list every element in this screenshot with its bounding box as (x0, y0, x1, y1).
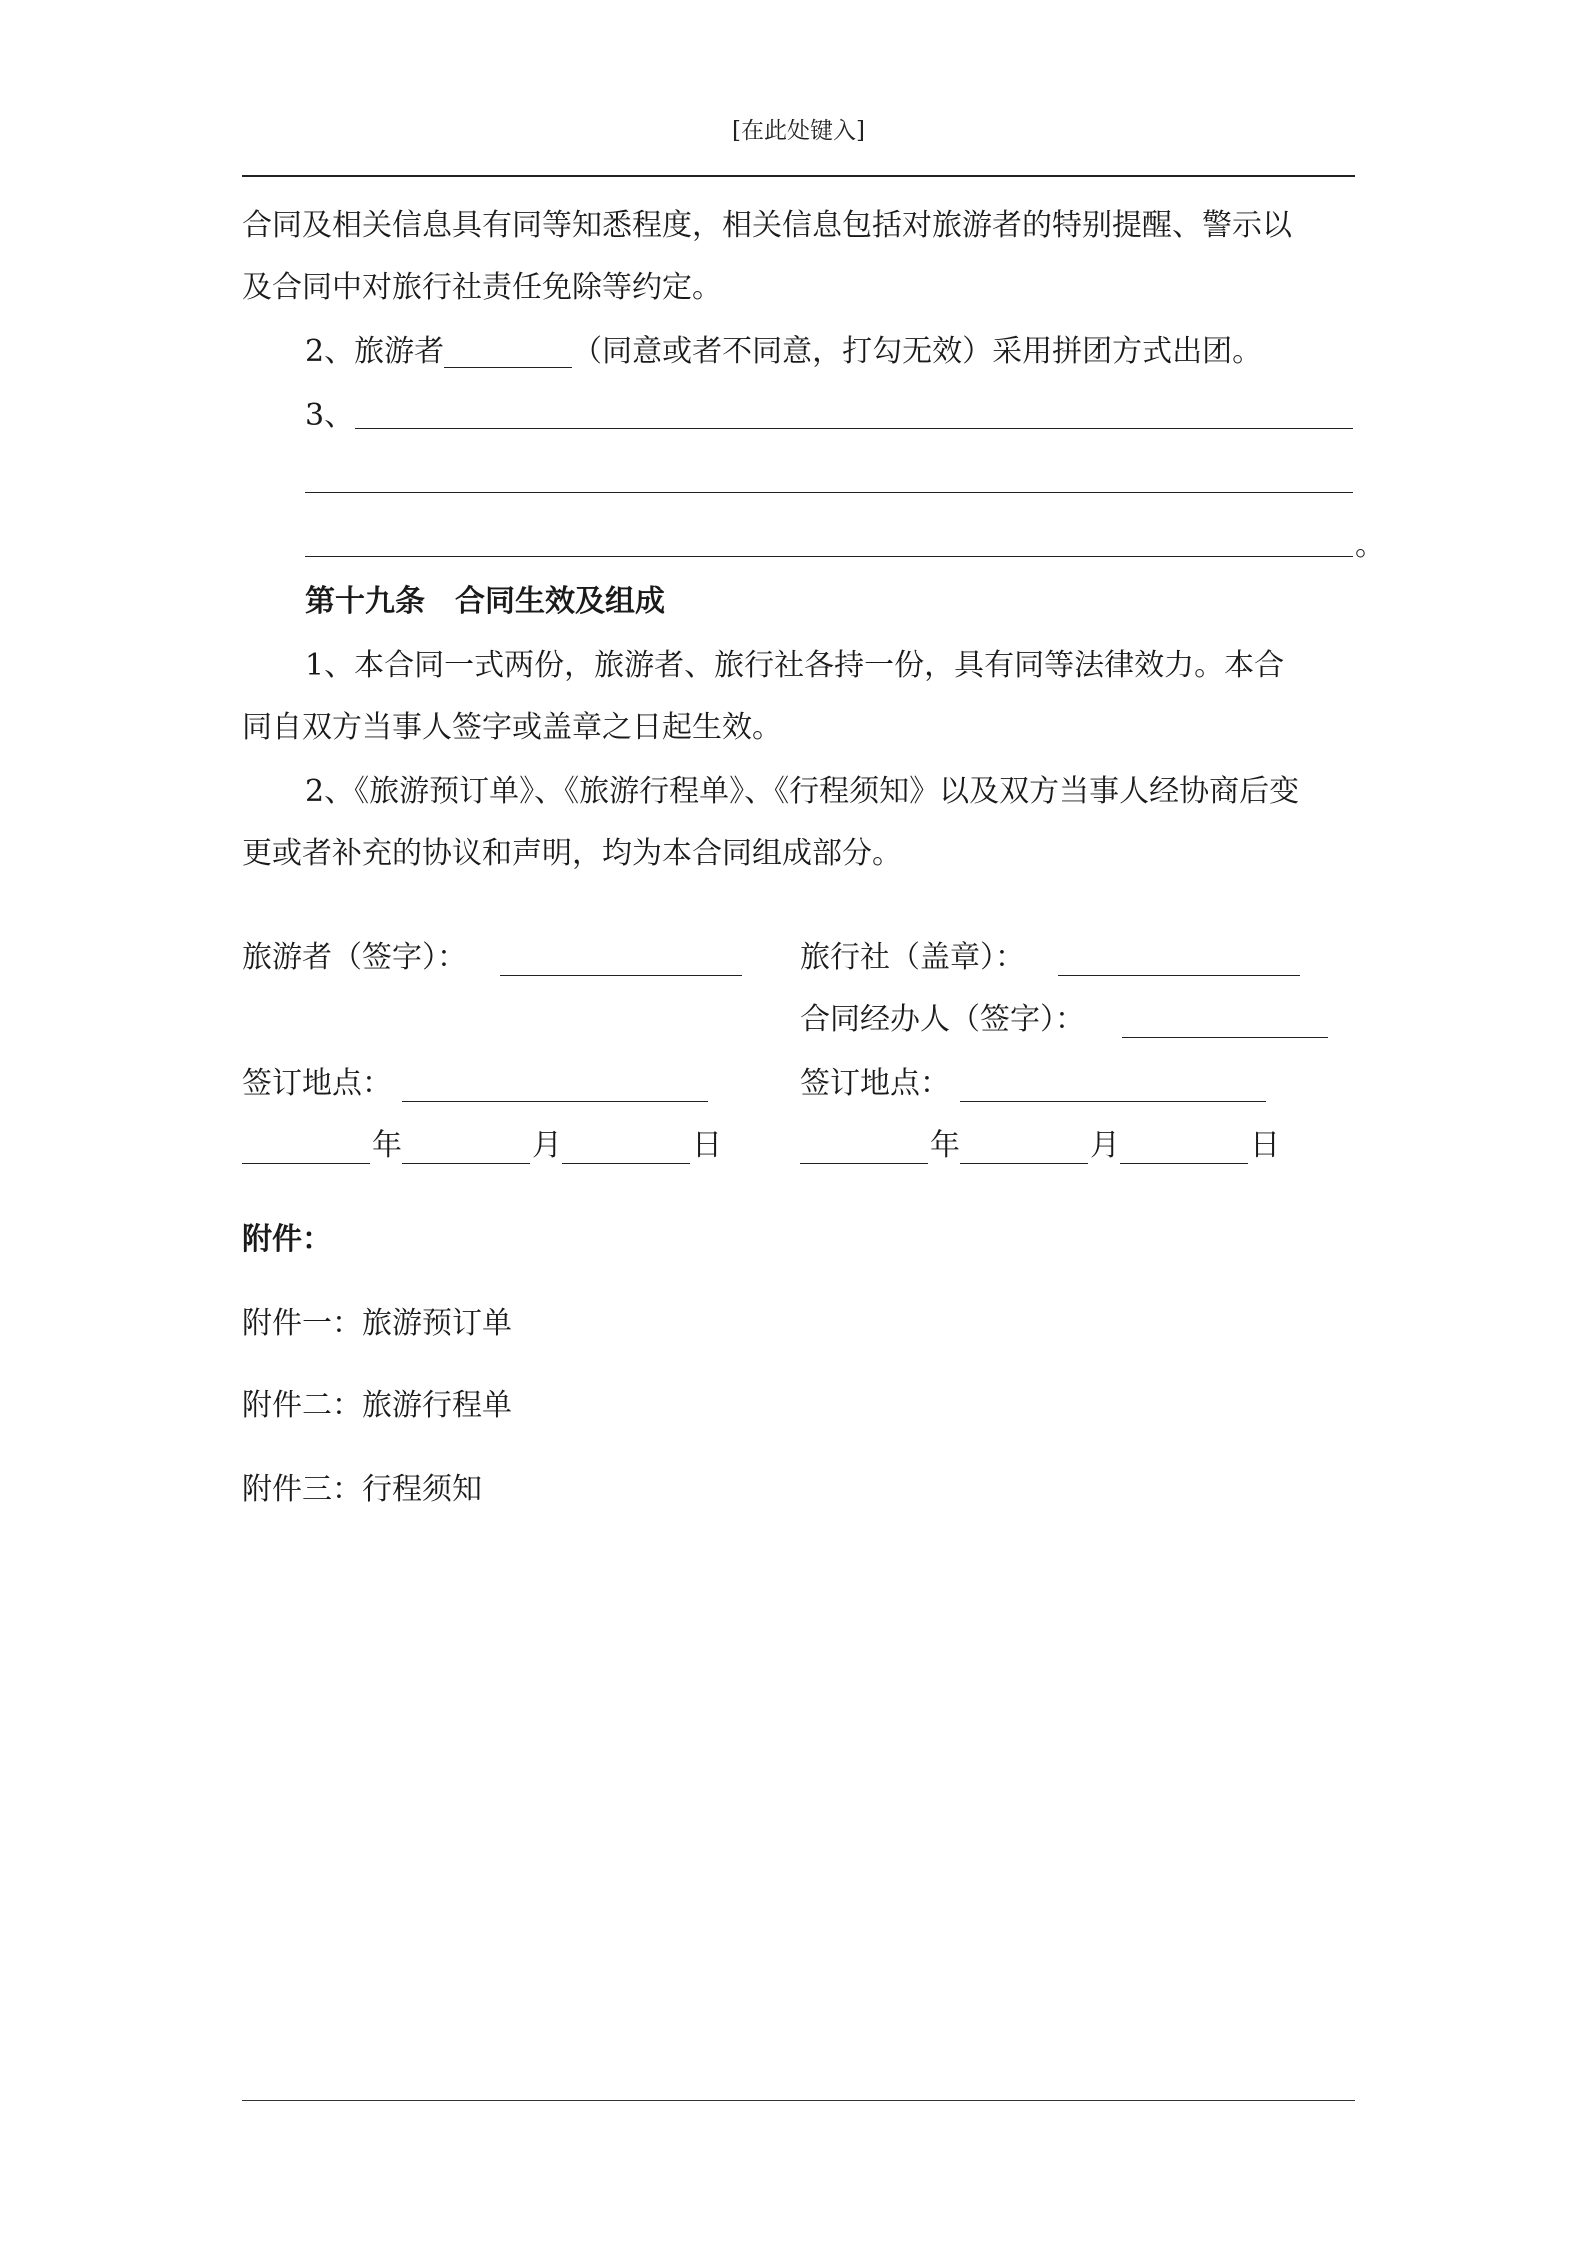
footer-rule (242, 2100, 1355, 2101)
date-day-line-right[interactable] (1120, 1163, 1248, 1164)
date-month-line-left[interactable] (402, 1163, 530, 1164)
signing-place-line-left[interactable] (402, 1101, 708, 1102)
attachments-heading: 附件： (242, 1222, 332, 1257)
traveler-signature-label: 旅游者（签字）： (242, 940, 467, 975)
clause18-item3-prefix: 3、 (305, 398, 355, 433)
date-month-line-right[interactable] (960, 1163, 1088, 1164)
consent-blank[interactable] (444, 337, 572, 368)
item3-blank-line-1[interactable] (355, 428, 1353, 429)
item3-blank-line-2[interactable] (305, 492, 1353, 493)
clause18-para1-line2: 及合同中对旅行社责任免除等约定。 (242, 270, 722, 305)
date-year-label-right: 年 (930, 1128, 960, 1163)
handler-signature-line[interactable] (1122, 1037, 1328, 1038)
attachment-item-3: 附件三：行程须知 (242, 1472, 482, 1507)
attachment-item-2: 附件二：旅游行程单 (242, 1388, 512, 1423)
clause18-item2 (305, 332, 1262, 372)
date-year-label-left: 年 (372, 1128, 402, 1163)
item3-end-mark: 。 (1355, 528, 1385, 563)
header-rule (242, 175, 1355, 177)
agency-seal-label: 旅行社（盖章）： (800, 940, 1025, 975)
clause19-title: 第十九条 合同生效及组成 (305, 584, 665, 619)
date-year-line-left[interactable] (242, 1163, 370, 1164)
signing-place-label-right: 签订地点： (800, 1066, 950, 1101)
date-day-line-left[interactable] (562, 1163, 690, 1164)
item3-blank-line-3[interactable] (305, 556, 1353, 557)
clause19-item2-line2: 更或者补充的协议和声明，均为本合同组成部分。 (242, 836, 902, 871)
signing-place-line-right[interactable] (960, 1101, 1266, 1102)
date-month-label-right: 月 (1090, 1128, 1120, 1163)
handler-signature-label: 合同经办人（签字）： (800, 1002, 1085, 1037)
clause18-item2-suffix: （同意或者不同意，打勾无效）采用拼团方式出团。 (572, 334, 1263, 369)
signing-place-label-left: 签订地点： (242, 1066, 392, 1101)
attachment-item-1: 附件一：旅游预订单 (242, 1306, 512, 1341)
clause19-item2-line1: 2、《旅游预订单》、《旅游行程单》、《行程须知》以及双方当事人经协商后变 (305, 774, 1300, 809)
traveler-signature-line[interactable] (500, 975, 742, 976)
clause19-item1-line2: 同自双方当事人签字或盖章之日起生效。 (242, 710, 782, 745)
date-day-label-left: 日 (692, 1128, 722, 1163)
page-header: [在此处键入] (732, 118, 865, 144)
agency-seal-line[interactable] (1058, 975, 1300, 976)
clause18-item2-prefix: 2、旅游者 (305, 334, 445, 369)
date-month-label-left: 月 (532, 1128, 562, 1163)
clause18-para1-line1: 合同及相关信息具有同等知悉程度，相关信息包括对旅游者的特别提醒、警示以 (242, 208, 1292, 243)
date-day-label-right: 日 (1250, 1128, 1280, 1163)
clause19-item1-line1: 1、本合同一式两份，旅游者、旅行社各持一份，具有同等法律效力。本合 (305, 648, 1285, 683)
date-year-line-right[interactable] (800, 1163, 928, 1164)
